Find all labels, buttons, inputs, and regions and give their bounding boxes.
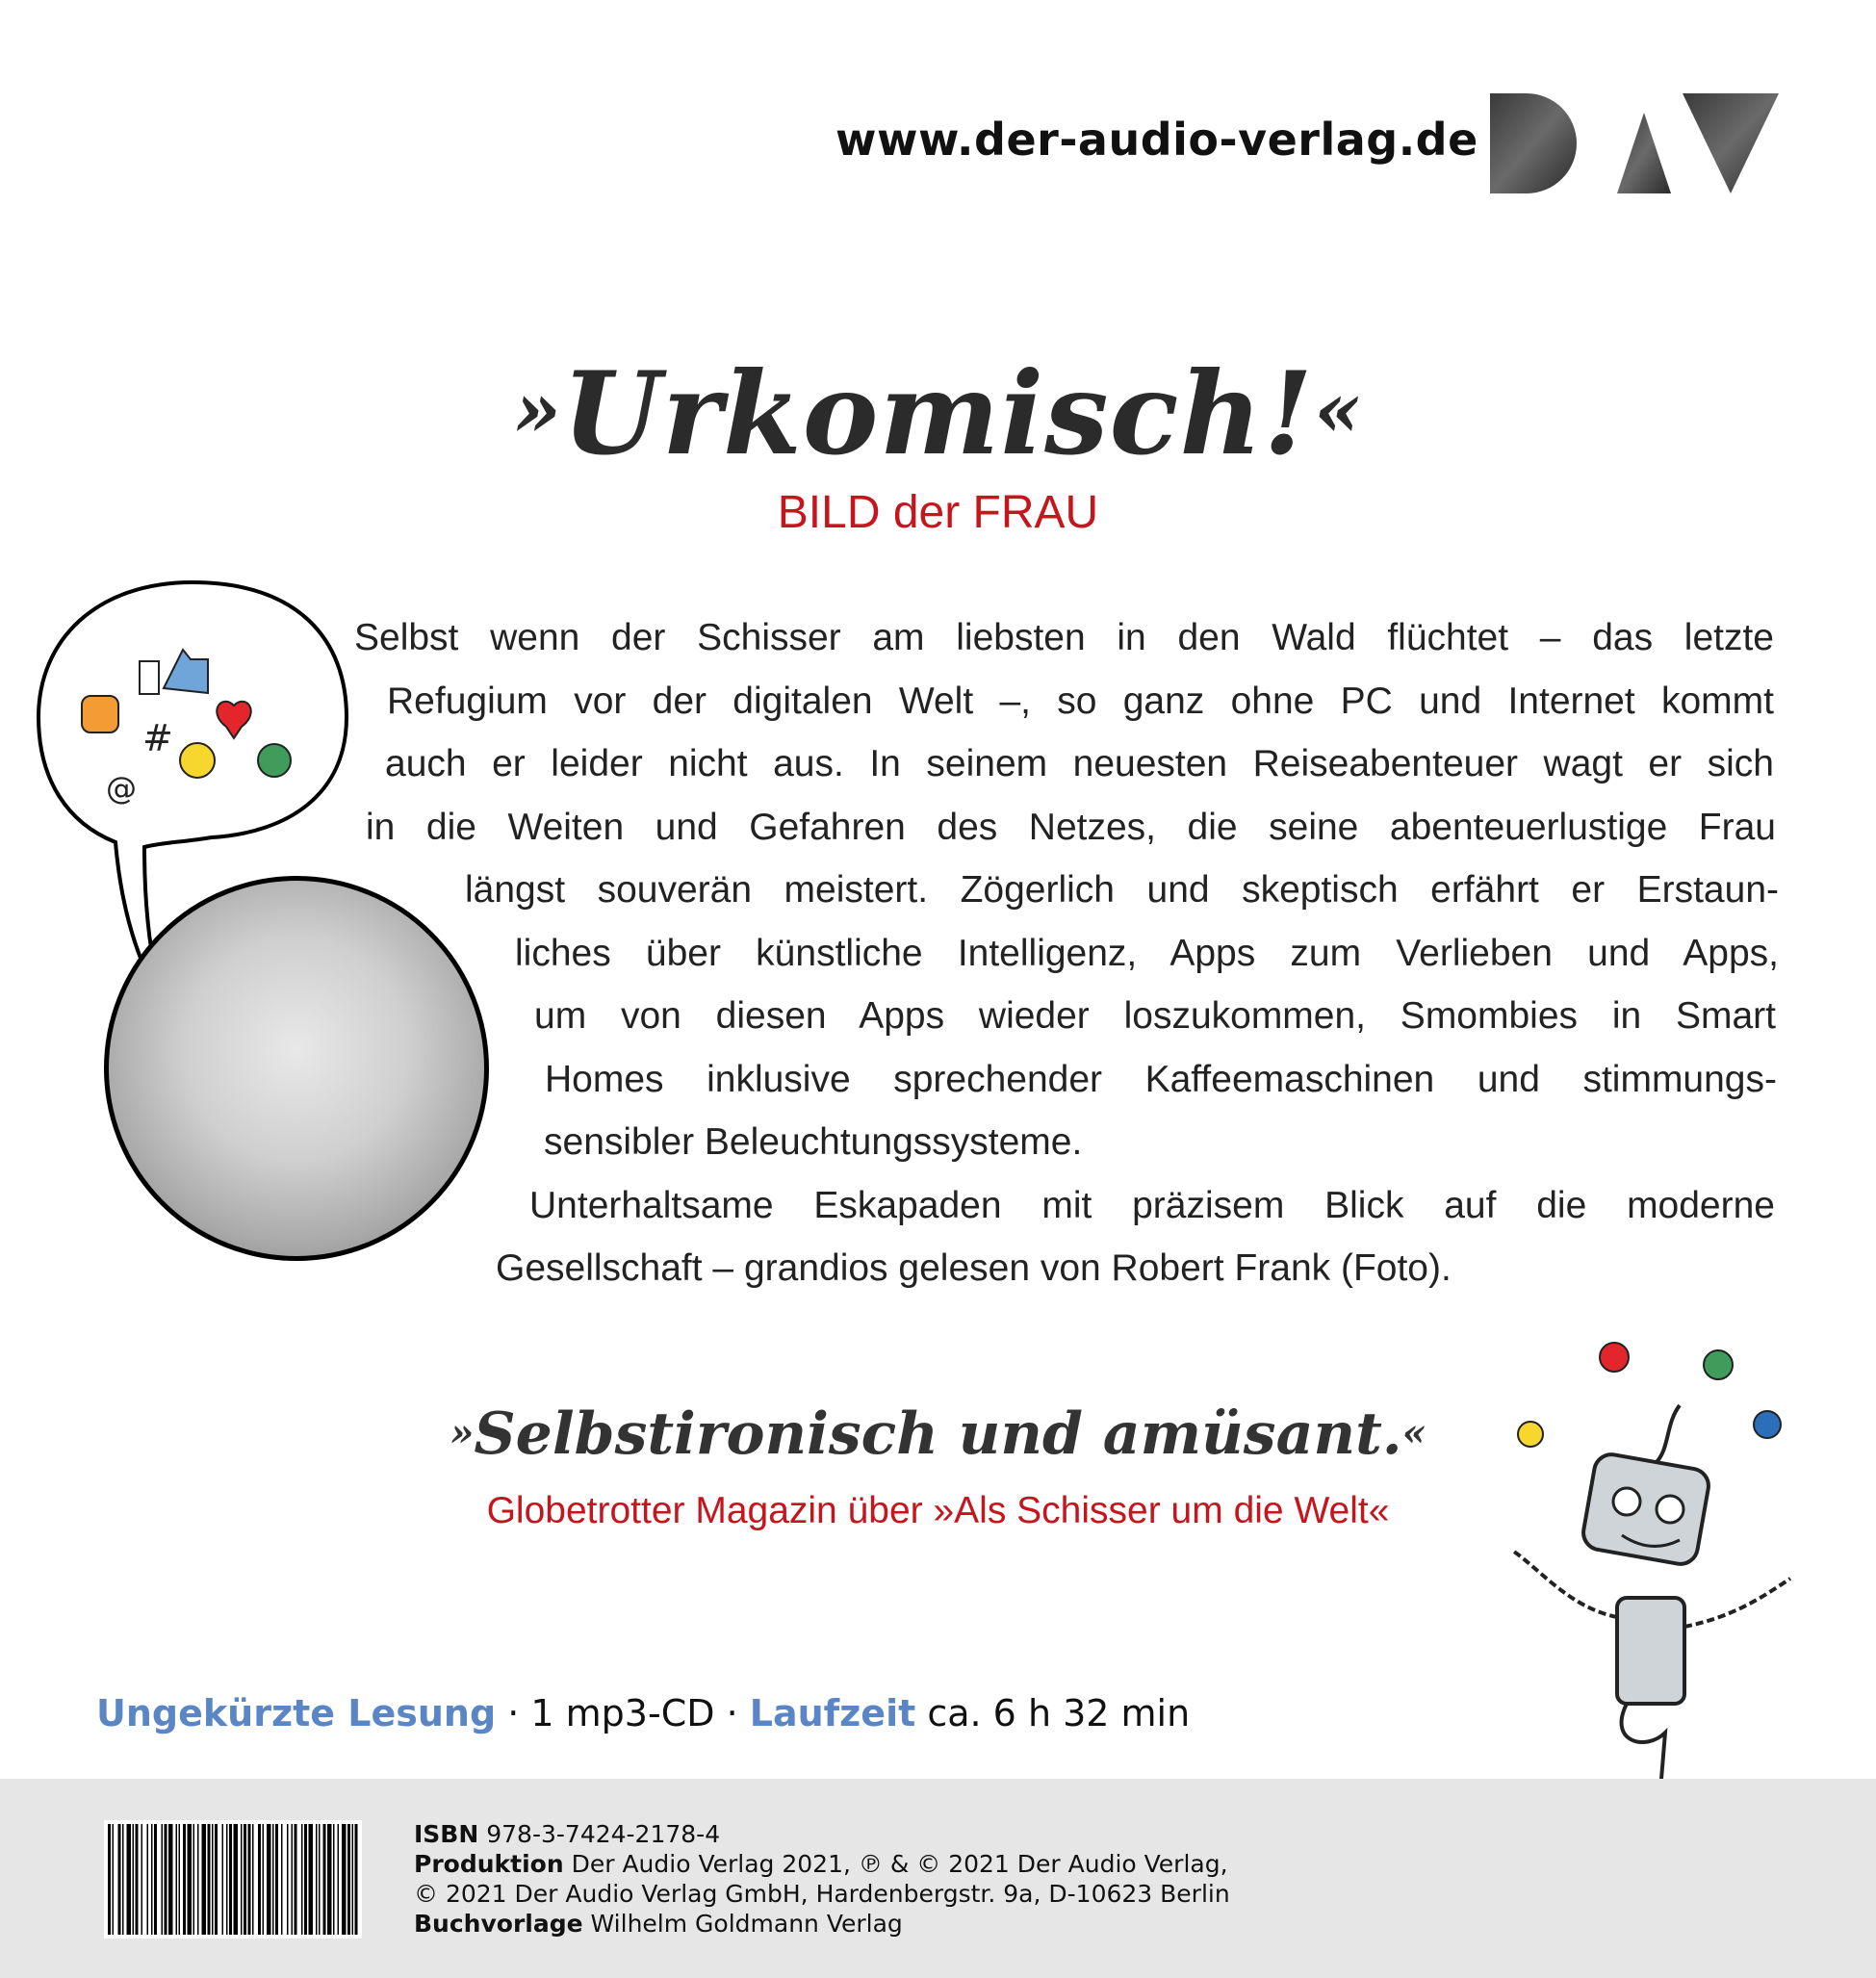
barcode-bar — [281, 1824, 283, 1935]
isbn-label: ISBN — [414, 1820, 479, 1848]
barcode-bar — [133, 1824, 135, 1935]
isbn-barcode — [104, 1820, 362, 1939]
separator: · — [714, 1692, 750, 1734]
barcode-bar — [127, 1824, 132, 1935]
barcode-bar — [113, 1824, 115, 1935]
barcode-bar — [188, 1824, 193, 1935]
runtime-text: ca. 6 h 32 min — [915, 1692, 1191, 1734]
isbn-line — [414, 1819, 1230, 1849]
barcode-bar — [154, 1824, 157, 1935]
separator: · — [496, 1692, 531, 1734]
barcode-bar — [151, 1824, 153, 1935]
barcode-bar — [241, 1824, 243, 1935]
barcode-bar — [333, 1824, 335, 1935]
quote-text: Selbstironisch und amüsant. — [474, 1400, 1402, 1468]
format-text: 1 mp3-CD — [530, 1692, 715, 1734]
barcode-bar — [234, 1824, 239, 1935]
barcode-bar — [252, 1824, 254, 1935]
barcode-bar — [147, 1824, 149, 1935]
barcode-bar — [327, 1824, 332, 1935]
barcode-bar — [229, 1824, 232, 1935]
description-line: in die Weiten und Gefahren des Netzes, die seine abenteuerlustige Frau — [366, 806, 1776, 848]
description-line: längst souverän meistert. Zögerlich und skeptisch erfährt er Erstaun- — [465, 869, 1779, 911]
barcode-bar — [193, 1824, 195, 1935]
description-line: Unterhaltsame Eskapaden mit präzisem Blick auf die moderne — [529, 1184, 1775, 1226]
barcode-bar — [118, 1824, 121, 1935]
barcode-bar — [275, 1824, 278, 1935]
barcode-bar — [222, 1824, 224, 1935]
barcode-bar — [136, 1824, 139, 1935]
barcode-bar — [212, 1824, 214, 1935]
open-guillemet: » — [450, 1410, 475, 1455]
description-line: Selbst wenn der Schisser am liebsten in den Wald flüchtet – das letzte — [354, 617, 1774, 658]
description-line: liches über künstliche Intelligenz, Apps zum Verlieben und Apps, — [515, 932, 1779, 974]
barcode-bar — [168, 1824, 173, 1935]
barcode-bar — [352, 1824, 354, 1935]
barcode-bar — [244, 1824, 246, 1935]
description-line: sensibler Beleuchtungssysteme. — [544, 1121, 1083, 1163]
barcode-bar — [309, 1824, 314, 1935]
barcode-bar — [183, 1824, 186, 1935]
barcode-bar — [295, 1824, 297, 1935]
svg-text:@: @ — [106, 770, 137, 807]
review-source-1: BILD der FRAU — [777, 487, 1099, 538]
source-line — [414, 1909, 1230, 1939]
barcode-bar — [355, 1824, 358, 1935]
publisher-url[interactable]: www.der-audio-verlag.de — [835, 114, 1478, 166]
review-quote-1 — [0, 347, 1876, 480]
description-line: auch er leider nicht aus. In seinem neuesten Reiseabenteuer wagt er sich — [385, 743, 1774, 784]
runtime-label: Laufzeit — [749, 1692, 916, 1734]
description-line: um von diesen Apps wieder loszukommen, Smombies in Smart — [534, 995, 1776, 1037]
source-value: Wilhelm Goldmann Verlag — [582, 1910, 903, 1938]
source-label: Buchvorlage — [414, 1910, 583, 1938]
barcode-bar — [323, 1824, 326, 1935]
barcode-bar — [267, 1824, 271, 1935]
quote-text: Urkomisch! — [561, 347, 1315, 480]
description — [347, 606, 1781, 1300]
unabridged-label: Ungekürzte Lesung — [96, 1692, 497, 1734]
copyright-line: © 2021 Der Audio Verlag GmbH, Hardenbergstr. 9a, D-10623 Berlin — [414, 1880, 1230, 1908]
barcode-bar — [342, 1824, 347, 1935]
barcode-bar — [165, 1824, 167, 1935]
barcode-bar — [272, 1824, 274, 1935]
description-line: Gesellschaft – grandios gelesen von Robert Frank (Foto). — [496, 1247, 1452, 1289]
barcode-bar — [215, 1824, 218, 1935]
barcode-bar — [316, 1824, 318, 1935]
barcode-bar — [202, 1824, 207, 1935]
barcode-bar — [176, 1824, 178, 1935]
barcode-bar — [304, 1824, 307, 1935]
barcode-bar — [226, 1824, 228, 1935]
dav-logo — [1490, 93, 1779, 193]
product-info — [96, 1692, 1190, 1734]
production-label: Produktion — [414, 1850, 564, 1878]
barcode-bar — [197, 1824, 199, 1935]
close-guillemet: « — [1314, 364, 1364, 454]
barcode-bar — [162, 1824, 164, 1935]
isbn-value: 978-3-7424-2178-4 — [478, 1820, 721, 1848]
barcode-bar — [108, 1824, 111, 1935]
barcode-bar — [292, 1824, 294, 1935]
barcode-bar — [248, 1824, 251, 1935]
barcode-bar — [141, 1824, 143, 1935]
open-guillemet: » — [512, 364, 562, 454]
barcode-bar — [258, 1824, 261, 1935]
imprint-block — [414, 1819, 1230, 1939]
barcode-bar — [301, 1824, 303, 1935]
description-line: Refugium vor der digitalen Welt –, so ganz ohne PC und Internet kommt — [387, 680, 1774, 722]
barcode-bar — [319, 1824, 321, 1935]
svg-text:#: # — [142, 717, 173, 759]
review-source-2: Globetrotter Magazin über »Als Schisser um die Welt« — [486, 1490, 1390, 1531]
production-line — [414, 1849, 1230, 1879]
description-line: Homes inklusive sprechender Kaffeemaschinen und stimmungs- — [545, 1058, 1777, 1100]
barcode-bar — [263, 1824, 265, 1935]
barcode-bar — [208, 1824, 211, 1935]
production-value: Der Audio Verlag 2021, ℗ & © 2021 Der Audio Verlag, — [563, 1850, 1228, 1878]
barcode-bar — [347, 1824, 350, 1935]
barcode-bar — [338, 1824, 340, 1935]
barcode-bar — [122, 1824, 124, 1935]
close-guillemet: « — [1401, 1410, 1426, 1455]
barcode-bar — [287, 1824, 289, 1935]
barcode-bar — [179, 1824, 181, 1935]
